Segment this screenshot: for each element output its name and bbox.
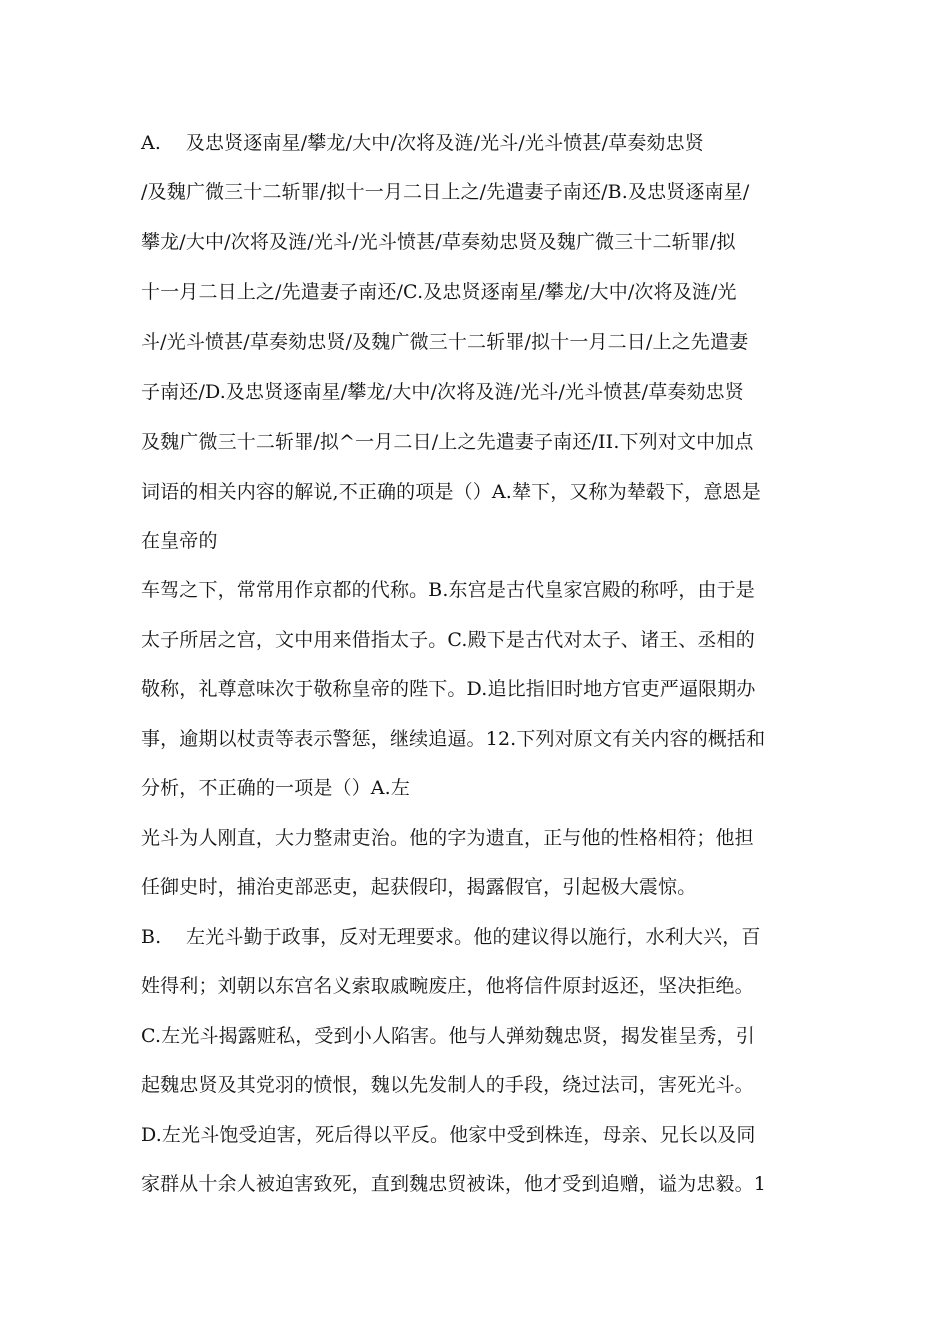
text-line: 在皇帝的: [141, 530, 218, 552]
text-line: 子南还/D.及忠贤逐南星/攀龙/大中/次将及涟/光斗/光斗愤甚/草奏劾忠贤: [141, 381, 744, 403]
text-line: 分析，不正确的一项是（）A.左: [141, 777, 411, 799]
text-line: 事，逾期以杖责等表示警惩，继续追逼。12.下列对原文有关内容的概括和: [141, 728, 766, 750]
text-line: B. 左光斗勤于政事，反对无理要求。他的建议得以施行，水利大兴，百: [141, 926, 761, 948]
text-line: D.左光斗饱受迫害，死后得以平反。他家中受到株连，母亲、兄长以及同: [141, 1124, 756, 1146]
text-line: 十一月二日上之/先遣妻子南还/C.及忠贤逐南星/攀龙/大中/次将及涟/光: [141, 281, 737, 303]
text-line: /及魏广微三十二斩罪/拟十一月二日上之/先遣妻子南还/B.及忠贤逐南星/: [141, 181, 750, 203]
text-line: 太子所居之宫，文中用来借指太子。C.殿下是古代对太子、诸王、丞相的: [141, 629, 755, 651]
text-line: 及魏广微三十二斩罪/拟^一月二日/上之先遣妻子南还/II.下列对文中加点: [141, 431, 754, 453]
text-line: 词语的相关内容的解说,不正确的项是（）A.辇下，又称为辇毂下，意恩是: [141, 481, 761, 503]
text-line: 家群从十余人被迫害致死，直到魏忠贸被诛，他才受到追赠，谥为忠毅。1: [141, 1173, 767, 1195]
text-line: 攀龙/大中/次将及涟/光斗/光斗愤甚/草奏劾忠贤及魏广微三十二斩罪/拟: [141, 231, 736, 253]
text-line: 斗/光斗愤甚/草奏劾忠贤/及魏广微三十二斩罪/拟十一月二日/上之先遣妻: [141, 331, 749, 353]
text-line: A. 及忠贤逐南星/攀龙/大中/次将及涟/光斗/光斗愤甚/草奏劾忠贤: [141, 132, 704, 154]
text-line: 车驾之下，常常用作京都的代称。B.东宫是古代皇家宫殿的称呼，由于是: [141, 579, 755, 601]
text-line: 起魏忠贤及其党羽的愤恨，魏以先发制人的手段，绕过法司，害死光斗。: [141, 1074, 754, 1096]
text-line: 任御史时，捕治吏部恶吏，起获假印，揭露假官，引起极大震惊。: [141, 876, 697, 898]
text-line: 光斗为人刚直，大力整肃吏治。他的字为遗直，正与他的性格相符；他担: [141, 827, 754, 849]
text-line: 敬称，礼尊意味次于敬称皇帝的陛下。D.追比指旧时地方官吏严逼限期办: [141, 678, 756, 700]
text-line: 姓得利；刘朝以东宫名义索取戚畹废庄，他将信件原封返还，坚决拒绝。: [141, 975, 754, 997]
text-line: C.左光斗揭露赃私，受到小人陷害。他与人弹劾魏忠贤，揭发崔呈秀，引: [141, 1025, 755, 1047]
